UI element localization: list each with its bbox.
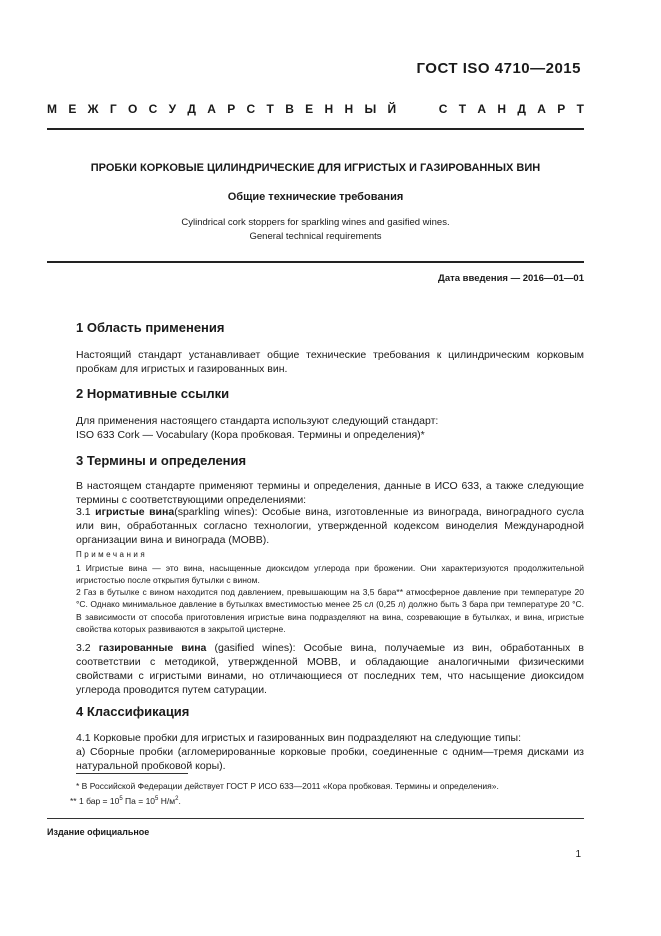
banner-letter: Н bbox=[497, 102, 507, 116]
section-2-line-2: ISO 633 Cork — Vocabulary (Кора пробковая. Термины и определения)* bbox=[76, 429, 425, 441]
footnote-2-exp: 2 bbox=[175, 796, 179, 802]
banner-letter: Р bbox=[557, 102, 566, 116]
banner-letter: А bbox=[537, 102, 546, 116]
footnote-2-part: ** 1 бар = 10 bbox=[70, 795, 120, 806]
term-3-2-definition: (gasified wines): Особые вина, получаемые из вин, обработанных в соответствии с методикой, утвержденной МОВВ, и обладающие аналогичными физическими свойствами с игристыми винами, но отличающиеся от последних тем, что насыщение диоксидом углерода проводится путем сатурации. bbox=[76, 642, 584, 696]
document-title: ПРОБКИ КОРКОВЫЕ ЦИЛИНДРИЧЕСКИЕ ДЛЯ ИГРИСТЫХ И ГАЗИРОВАННЫХ ВИН bbox=[90, 162, 541, 174]
footnote-1: * В Российской Федерации действует ГОСТ Р ИСО 633—2011 «Кора пробковая. Термины и определения». bbox=[76, 781, 499, 791]
banner-letter: Т bbox=[576, 102, 584, 116]
effective-date: Дата введения — 2016—01—01 bbox=[438, 273, 584, 284]
section-1-text: Настоящий стандарт устанавливает общие технические требования к цилиндрическим корковым пробкам для игристых и газированных вин. bbox=[76, 349, 584, 375]
term-3-1-definition: (sparkling wines): Особые вина, изготовленные из винограда, виноградного сусла или вин, обработанных согласно технологии, утвержденной кодексом виноделия Международной организации вина и винограда (МОВВ). bbox=[76, 506, 585, 546]
term-3-2 bbox=[76, 641, 584, 697]
title-rule bbox=[47, 261, 584, 263]
page-number: 1 bbox=[575, 849, 581, 860]
footnote-rule bbox=[76, 773, 188, 774]
section-2-line-1: Для применения настоящего стандарта используют следующий стандарт: bbox=[76, 415, 439, 427]
footnote-2 bbox=[70, 793, 181, 808]
banner-letter: Т bbox=[458, 102, 467, 116]
note-2: 2 Газ в бутылке с вином находится под давлением, превышающим на 3,5 бара** атмосферное давление при температуре 20 °С. Однако минимальное давление в бутылках вместимостью менее 25 сл (0,25 л) должно быть 3 бара при температуре 20 °С. В зависимости от способа приготовления игристые вина подразделяют на вина, созревающие в бутылках, и вина, игристые свойства которых развиваются в закрытой цистерне. bbox=[76, 587, 584, 635]
banner-gap bbox=[407, 102, 427, 116]
banner-letter: А bbox=[207, 102, 216, 116]
banner-letter: О bbox=[127, 102, 138, 116]
footnote-2-exp: 5 bbox=[119, 796, 123, 802]
term-3-2-name: газированные вина bbox=[98, 642, 207, 654]
banner-letter: Д bbox=[517, 102, 526, 116]
banner-letter: Н bbox=[324, 102, 334, 116]
header-rule bbox=[47, 128, 584, 130]
section-4-heading: 4 Классификация bbox=[76, 704, 190, 719]
standard-code: ГОСТ ISO 4710—2015 bbox=[416, 60, 581, 77]
banner-letter: Р bbox=[227, 102, 236, 116]
footnote-2-part: Па = 10 bbox=[122, 795, 156, 806]
notes-heading: Примечания bbox=[76, 550, 148, 559]
document-subtitle: Общие технические требования bbox=[227, 191, 404, 203]
banner-letter: Т bbox=[266, 102, 274, 116]
banner-letter: С bbox=[438, 102, 448, 116]
banner-letter: Н bbox=[344, 102, 354, 116]
banner-letter: Е bbox=[68, 102, 77, 116]
banner-letter: Ы bbox=[364, 102, 377, 116]
term-3-1 bbox=[76, 505, 584, 547]
edition-rule bbox=[47, 818, 584, 819]
note-1: 1 Игристые вина — это вина, насыщенные диоксидом углерода при брожении. Они характеризуются продолжительной игристостью после открытия бутылки с вином. bbox=[76, 563, 584, 586]
banner-letter: Й bbox=[387, 102, 397, 116]
clause-4-1: 4.1 Корковые пробки для игристых и газированных вин подразделяют на следующие типы: bbox=[76, 732, 522, 744]
banner-letter: Ж bbox=[87, 102, 99, 116]
clause-4-1-a: а) Сборные пробки (агломерированные корковые пробки, соединенные с одним—тремя дисками из натуральной пробковой коры). bbox=[76, 746, 584, 772]
term-3-1-name: игристые вина bbox=[95, 506, 175, 518]
banner-letter: С bbox=[246, 102, 256, 116]
banner-letter: М bbox=[47, 102, 57, 116]
banner-letter: В bbox=[285, 102, 294, 116]
banner-letter: Г bbox=[109, 102, 117, 116]
banner-letter: С bbox=[148, 102, 158, 116]
english-title-line-2: General technical requirements bbox=[249, 231, 382, 242]
section-3-heading: 3 Термины и определения bbox=[76, 453, 247, 468]
english-title-line-1: Cylindrical cork stoppers for sparkling wines and gasified wines. bbox=[181, 217, 450, 228]
banner-letter: У bbox=[168, 102, 177, 116]
edition-label: Издание официальное bbox=[47, 827, 150, 837]
footnote-2-part: Н/м bbox=[158, 795, 176, 806]
standard-type-banner bbox=[47, 102, 584, 116]
section-1-heading: 1 Область применения bbox=[76, 320, 225, 335]
footnote-2-exp: 5 bbox=[155, 796, 159, 802]
banner-letter: Е bbox=[305, 102, 314, 116]
term-3-1-number: 3.1 bbox=[76, 506, 96, 518]
english-title bbox=[47, 216, 584, 244]
section-2-heading: 2 Нормативные ссылки bbox=[76, 386, 230, 401]
footnote-2-part: . bbox=[178, 795, 181, 806]
section-3-intro: В настоящем стандарте применяют термины и определения, данные в ИСО 633, а также следующие термины с соответствующими определениями: bbox=[76, 480, 584, 506]
banner-letter: А bbox=[477, 102, 487, 116]
banner-letter: Д bbox=[187, 102, 196, 116]
term-3-2-number: 3.2 bbox=[76, 642, 99, 654]
